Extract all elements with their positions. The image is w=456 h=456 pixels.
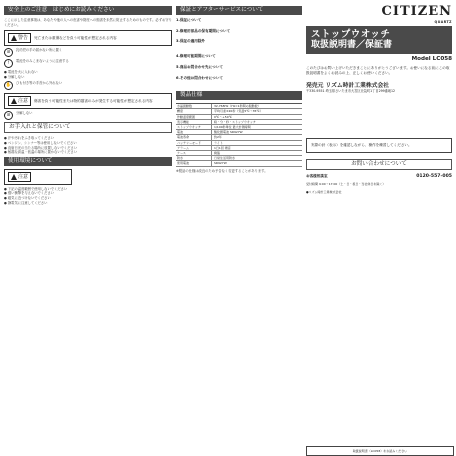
- warning-triangle-icon: [11, 35, 17, 41]
- free-dial-row: [306, 174, 452, 180]
- title-line-2: 取扱説明書／保証書: [311, 40, 393, 50]
- environment-item: ● 磁気に近づけないでください: [4, 196, 172, 201]
- safety-heading: 安全上のご注意 はじめにお読みください: [4, 6, 172, 15]
- safety-intro: ここに示した注意事項は、あなたや他の人への危害や財産への損害を未然に防止するためのものです。必ずお守りください。: [4, 18, 172, 27]
- model-number: Model LC058: [411, 56, 452, 62]
- warn-item: ! 電池をのみこまないように注意する: [4, 59, 172, 68]
- caution-triangle-icon: [11, 98, 17, 104]
- company-note: ●リズム時計工業株式会社: [306, 189, 342, 194]
- environment-caution-label: 注意: [8, 172, 31, 182]
- prohibit-icon: ⊘: [4, 48, 13, 57]
- table-row: 水晶振動数 32,768Hz（Hz=1秒間の振動数）: [176, 104, 302, 109]
- care-item: ● 極端な高温・低温の場所に置かないでください: [4, 150, 172, 155]
- contact-hours: 受付時間 9:00〜17:00（土・日・祝日・当社休日を除く）: [306, 182, 386, 187]
- company-address: 〒330-9551 埼玉県さいたま市大宮区北袋町1丁目299番地12: [306, 89, 396, 93]
- table-row: 使用電池 SR927W: [176, 161, 302, 166]
- spec-heading: 製品仕様: [176, 91, 302, 100]
- environment-item: ● 下記の温度範囲で使用しないでください: [4, 187, 172, 192]
- warning-text: 死亡または重傷などを負う可能性が想定される内容: [34, 35, 117, 40]
- caution-text: 傷害を負う可能性または物的損害のみが発生する可能性が想定される内容: [34, 98, 153, 103]
- warranty-item-5: 5.商品お問合わせ先について: [176, 64, 223, 69]
- column-cover: [306, 4, 452, 197]
- warranty-heading: 保証とアフターサービスについて: [176, 6, 302, 15]
- spec-note: ※製品の仕様は改良のため予告なく変更することがあります。: [176, 168, 268, 173]
- care-item: ● 汗や汚れをふき取ってください: [4, 136, 172, 141]
- battery-icon: !: [4, 59, 13, 68]
- contact-heading: お問い合わせについて: [306, 159, 452, 170]
- brand-logo: CITIZEN: [381, 4, 452, 19]
- caution-triangle-icon: [11, 174, 17, 180]
- free-dial-number[interactable]: 0120-557-005: [416, 173, 452, 179]
- title-box: [306, 26, 452, 54]
- table-row: 精度 平均月差±20秒（気温5℃〜35℃）: [176, 109, 302, 114]
- warning-box: [4, 30, 172, 46]
- table-row: ストップウオッチ 1/100秒単位 最大計測時間: [176, 125, 302, 130]
- environment-heading: 使用環境について: [4, 157, 172, 166]
- spec-table: [176, 103, 302, 166]
- free-dial-label: お客様相談室: [306, 173, 328, 178]
- hand-icon: ✋: [5, 83, 12, 89]
- greeting-text: このたびはお買い上げいただきまことにありがとうございます。お使いになる前にこの取扱説明書をよくお読みの上、正しくお使いください。: [306, 66, 450, 75]
- table-row: 表示機能 時・分・秒・ストップウオッチ: [176, 120, 302, 125]
- title-line-1: ストップウオッチ: [311, 29, 391, 40]
- contact-info: [306, 174, 452, 194]
- notice-box: 実際の針（表示）を確認しながら、操作を練習してください。: [306, 138, 452, 153]
- footer-box: 取扱説明書（LC058）をお読みください: [306, 446, 454, 456]
- quartz-label: QUARTZ: [434, 20, 452, 24]
- warranty-item-6: 6.その他お問合わせについて: [176, 75, 223, 80]
- care-heading: お手入れと保管について: [4, 122, 172, 133]
- caution-item: ⊘ 分解しない: [4, 111, 172, 120]
- caution-box: [4, 93, 172, 109]
- prohibit-icon: ⊘: [4, 111, 13, 120]
- care-item: ● 直射日光の当たる場所に放置しないでください: [4, 146, 172, 151]
- table-row: アラーム 1日1回 鳴音: [176, 146, 302, 151]
- warning-label: 警告: [8, 33, 31, 43]
- column-safety: [4, 4, 172, 205]
- caution-label: 注意: [8, 96, 31, 106]
- table-row: 電池寿命 約2年: [176, 135, 302, 140]
- table-row: 防水 日常生活用防水: [176, 156, 302, 161]
- table-row: 作動温度範囲 0℃〜+50℃: [176, 115, 302, 120]
- environment-item: ● 静電気に注意してください: [4, 201, 172, 206]
- warranty-item-4: 4.修理可能期間について: [176, 54, 216, 59]
- warranty-text: [176, 23, 302, 28]
- warn-item: ✋ ひも付き等の手首から外れない: [5, 81, 63, 89]
- warranty-item-3: 3.保証の適用除外: [176, 39, 206, 44]
- warn-item: ● 電池を火に入れない: [4, 70, 172, 75]
- table-row: バッテリーモード ライト: [176, 141, 302, 146]
- care-item: ● ベンジン、シンナー等は使用しないでください: [4, 141, 172, 146]
- table-row: 電池 酸化銀電池 SR927W: [176, 130, 302, 135]
- warn-item: ⊘ 乳幼児の手の届かない所に置く: [4, 48, 172, 57]
- column-warranty: [176, 4, 302, 173]
- warn-item: ● 分解しない: [4, 75, 172, 80]
- table-row: ケース 樹脂: [176, 151, 302, 156]
- environment-item: ● 強い衝撃を与えないでください: [4, 191, 172, 196]
- company-name: 発売元 リズム時計工業株式会社: [306, 83, 390, 89]
- warranty-item-1: 1.保証について: [176, 18, 202, 22]
- environment-caution-box: [4, 169, 72, 185]
- warranty-item-2: 2.修理用部品の保有期間について: [176, 28, 231, 33]
